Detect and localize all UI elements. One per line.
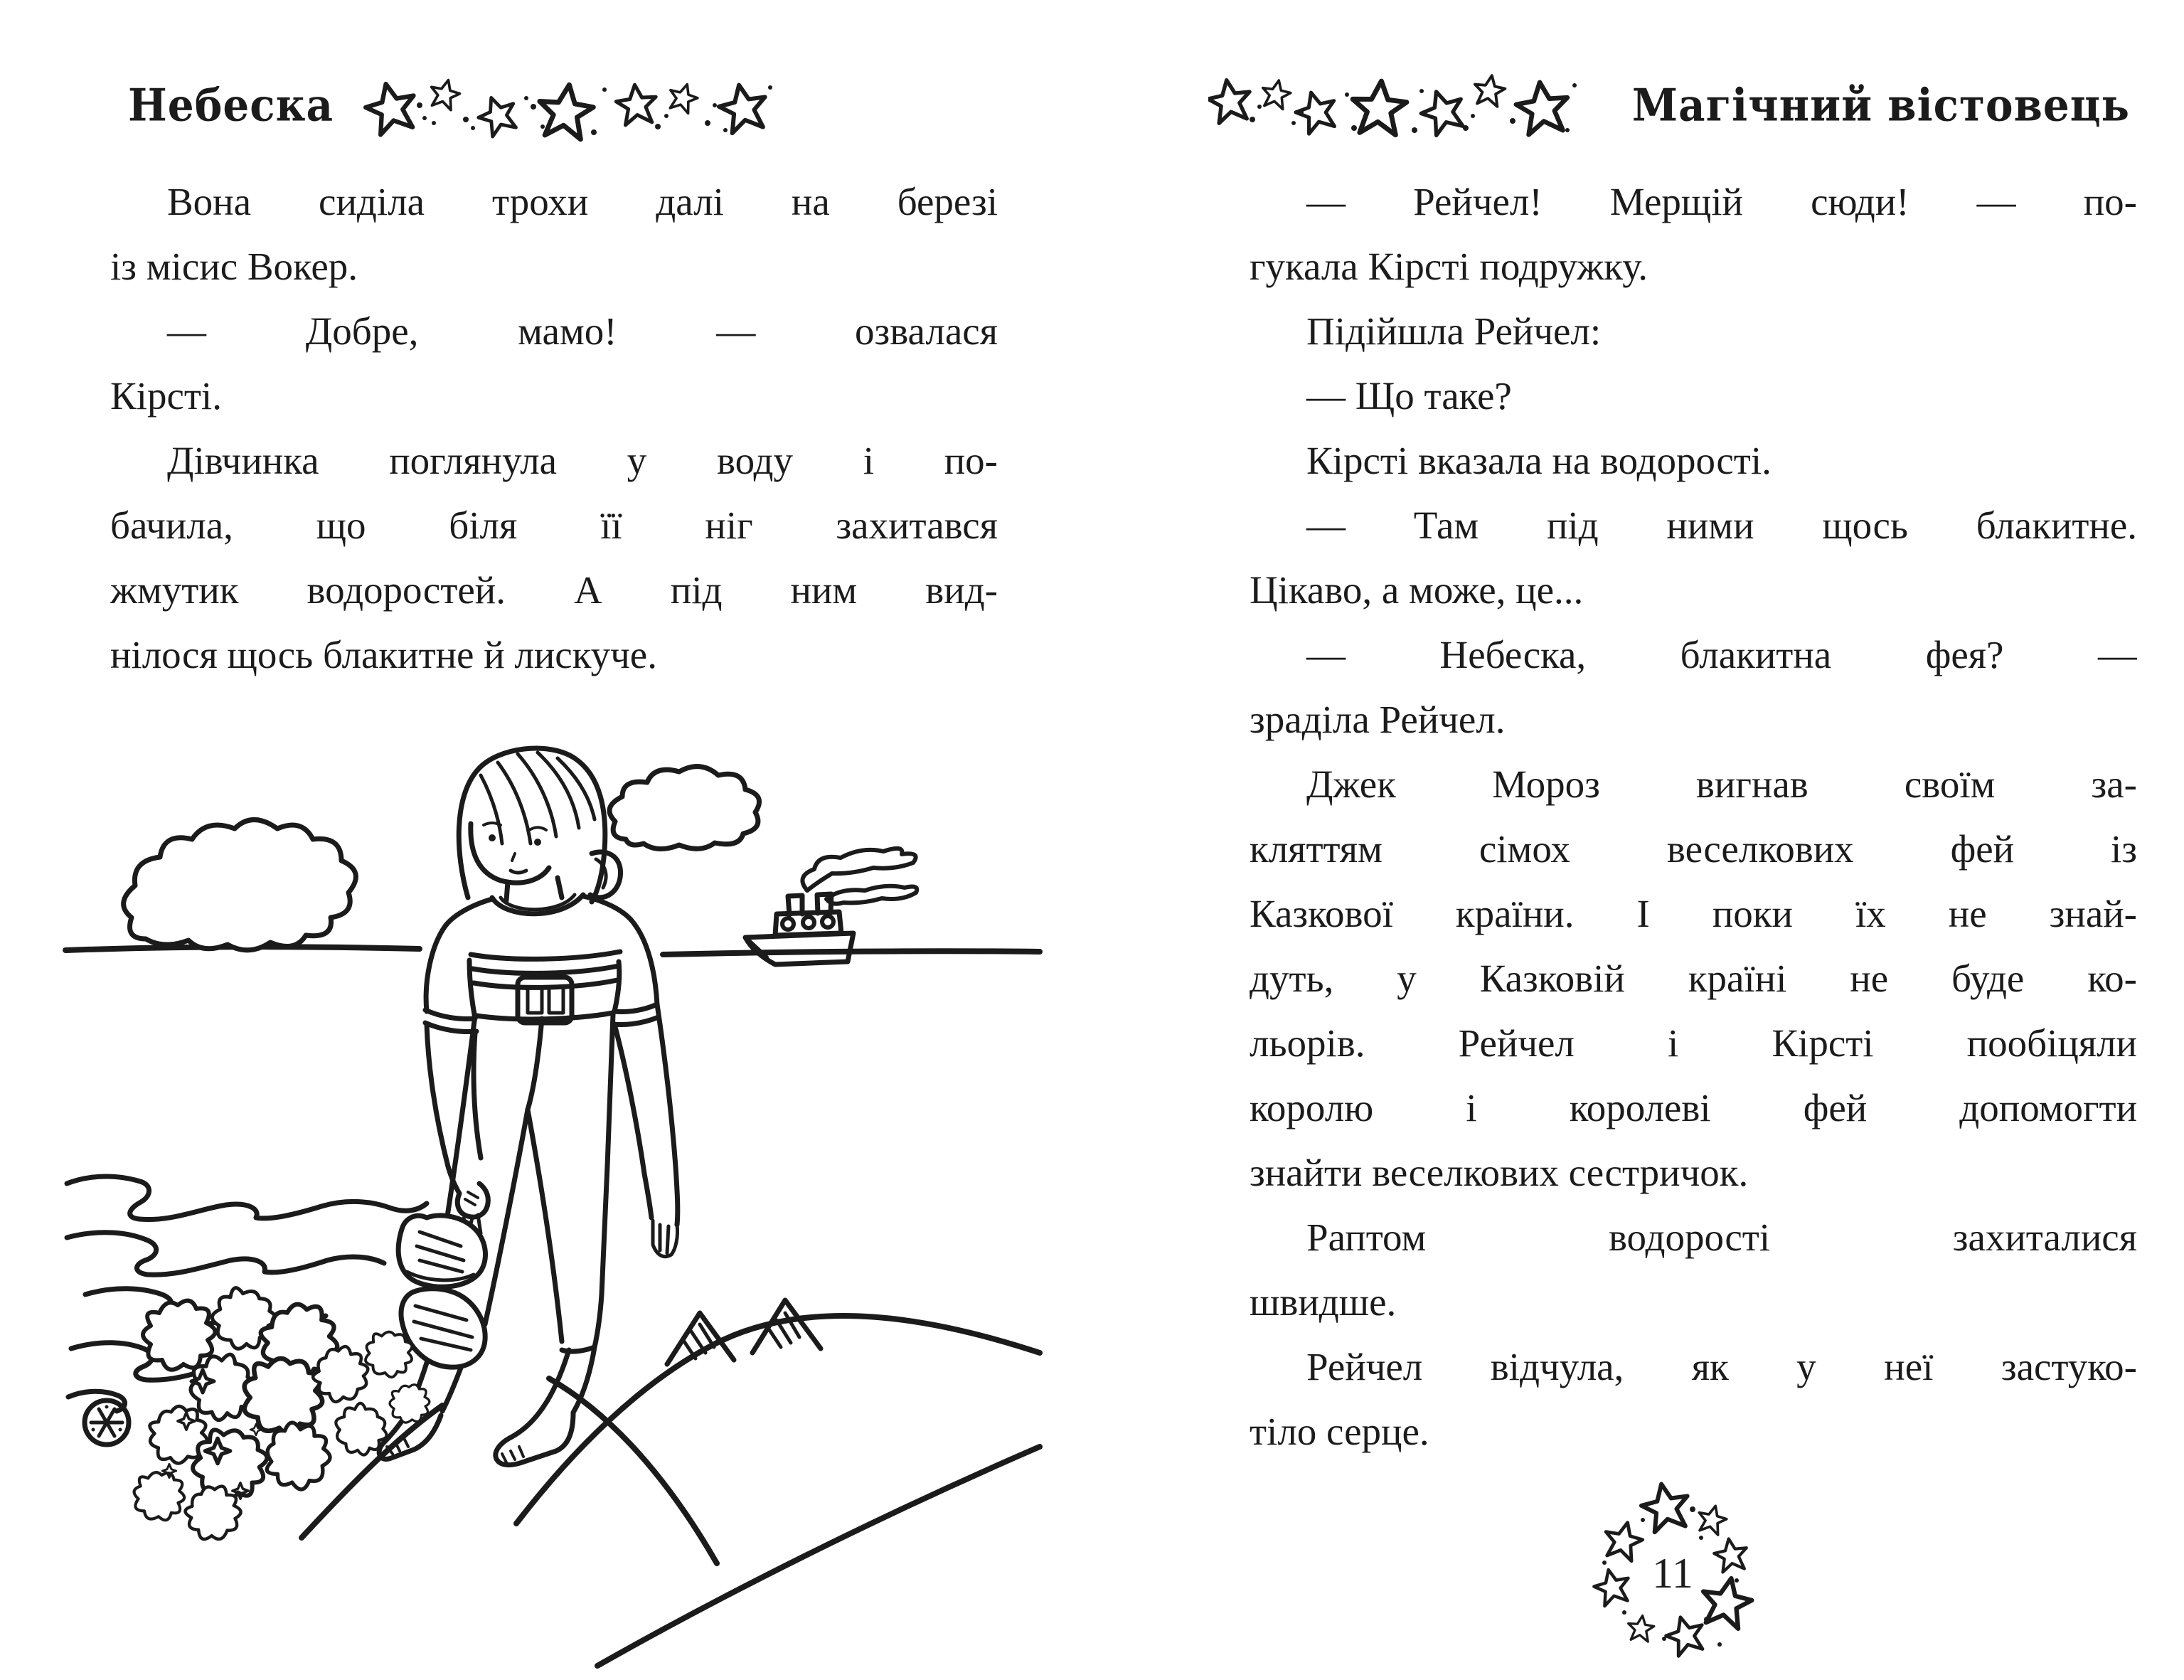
beach-illustration — [57, 725, 1045, 1680]
left-header-title: Небеска — [128, 79, 334, 132]
text-line: — Небеска, блакитна фея? — — [1306, 633, 2137, 676]
star-dust-dots — [1250, 83, 1577, 133]
text-line: Казкової країни. І поки їх не знай- — [1250, 892, 2137, 935]
right-page-header — [1208, 63, 2130, 148]
text-line: бачила, що біля її ніг захитався — [110, 504, 998, 547]
ship-icon — [745, 849, 917, 964]
right-arm — [614, 1004, 678, 1257]
text-line: льорів. Рейчел і Кірсті пообіцяли — [1250, 1021, 2137, 1065]
star-dust-dots — [417, 85, 772, 135]
smoke-icon — [802, 849, 915, 890]
text-line: знайти веселкових сестричок. — [1250, 1151, 1749, 1194]
text-line: Кірсті вказала на водорості. — [1306, 439, 1772, 482]
text-line: Джек Мороз вигнав своїм за- — [1306, 762, 2137, 806]
text-line: зраділа Рейчел. — [1250, 698, 1506, 741]
text-line: — Там під ними щось блакитне. — [1306, 504, 2137, 547]
girl-figure — [379, 748, 678, 1465]
text-line: Рейчел відчула, як у неї застуко- — [1306, 1345, 2137, 1388]
text-line: Цікаво, а може, це... — [1250, 568, 1584, 612]
text-line: кляттям сімох веселкових фей із — [1250, 827, 2137, 871]
star-row-icon — [1208, 63, 1607, 148]
belt — [474, 977, 617, 1023]
seaweed-icon — [130, 1277, 430, 1549]
text-line: Підійшла Рейчел: — [1306, 309, 1602, 353]
cloud-icon — [124, 820, 356, 950]
text-line: Кірсті. — [110, 374, 222, 418]
star-row-icon — [359, 63, 800, 148]
left-page-text — [110, 169, 998, 687]
right-page-text — [1250, 169, 2137, 1464]
text-line: жмутик водоростей. А під ним вид- — [110, 568, 998, 612]
text-line: — Що таке? — [1306, 374, 1512, 418]
text-line: королю і королеві фей допомогти — [1250, 1086, 2137, 1129]
text-line: — Рейчел! Мерщій сюди! — по- — [1306, 180, 2137, 223]
text-line: дуть, у Казковій країні не буде ко- — [1250, 957, 2137, 1000]
text-line: — Добре, мамо! — озвалася — [167, 309, 998, 353]
text-line: із місис Вокер. — [110, 245, 358, 288]
sand-mounds — [302, 1300, 1040, 1666]
page-number-medallion — [1580, 1481, 1765, 1677]
cloud-icon — [609, 767, 760, 849]
text-line: Раптом водорості захиталися — [1306, 1216, 2137, 1259]
face — [471, 823, 549, 883]
sand-dollar-icon — [85, 1400, 129, 1445]
right-header-title: Магічний вістовець — [1631, 79, 2130, 132]
left-page-header — [128, 63, 800, 148]
text-line: швидше. — [1250, 1280, 1397, 1324]
text-line: тіло серце. — [1250, 1410, 1429, 1453]
text-line: Вона сиділа трохи далі на березі — [167, 180, 998, 223]
page-number: 11 — [1652, 1550, 1693, 1597]
text-line: нілося щось блакитне й лискуче. — [110, 633, 657, 676]
text-line: Дівчинка поглянула у воду і по- — [167, 439, 998, 482]
text-line: гукала Кірсті подружку. — [1250, 245, 1648, 288]
smoke-icon — [826, 886, 917, 904]
